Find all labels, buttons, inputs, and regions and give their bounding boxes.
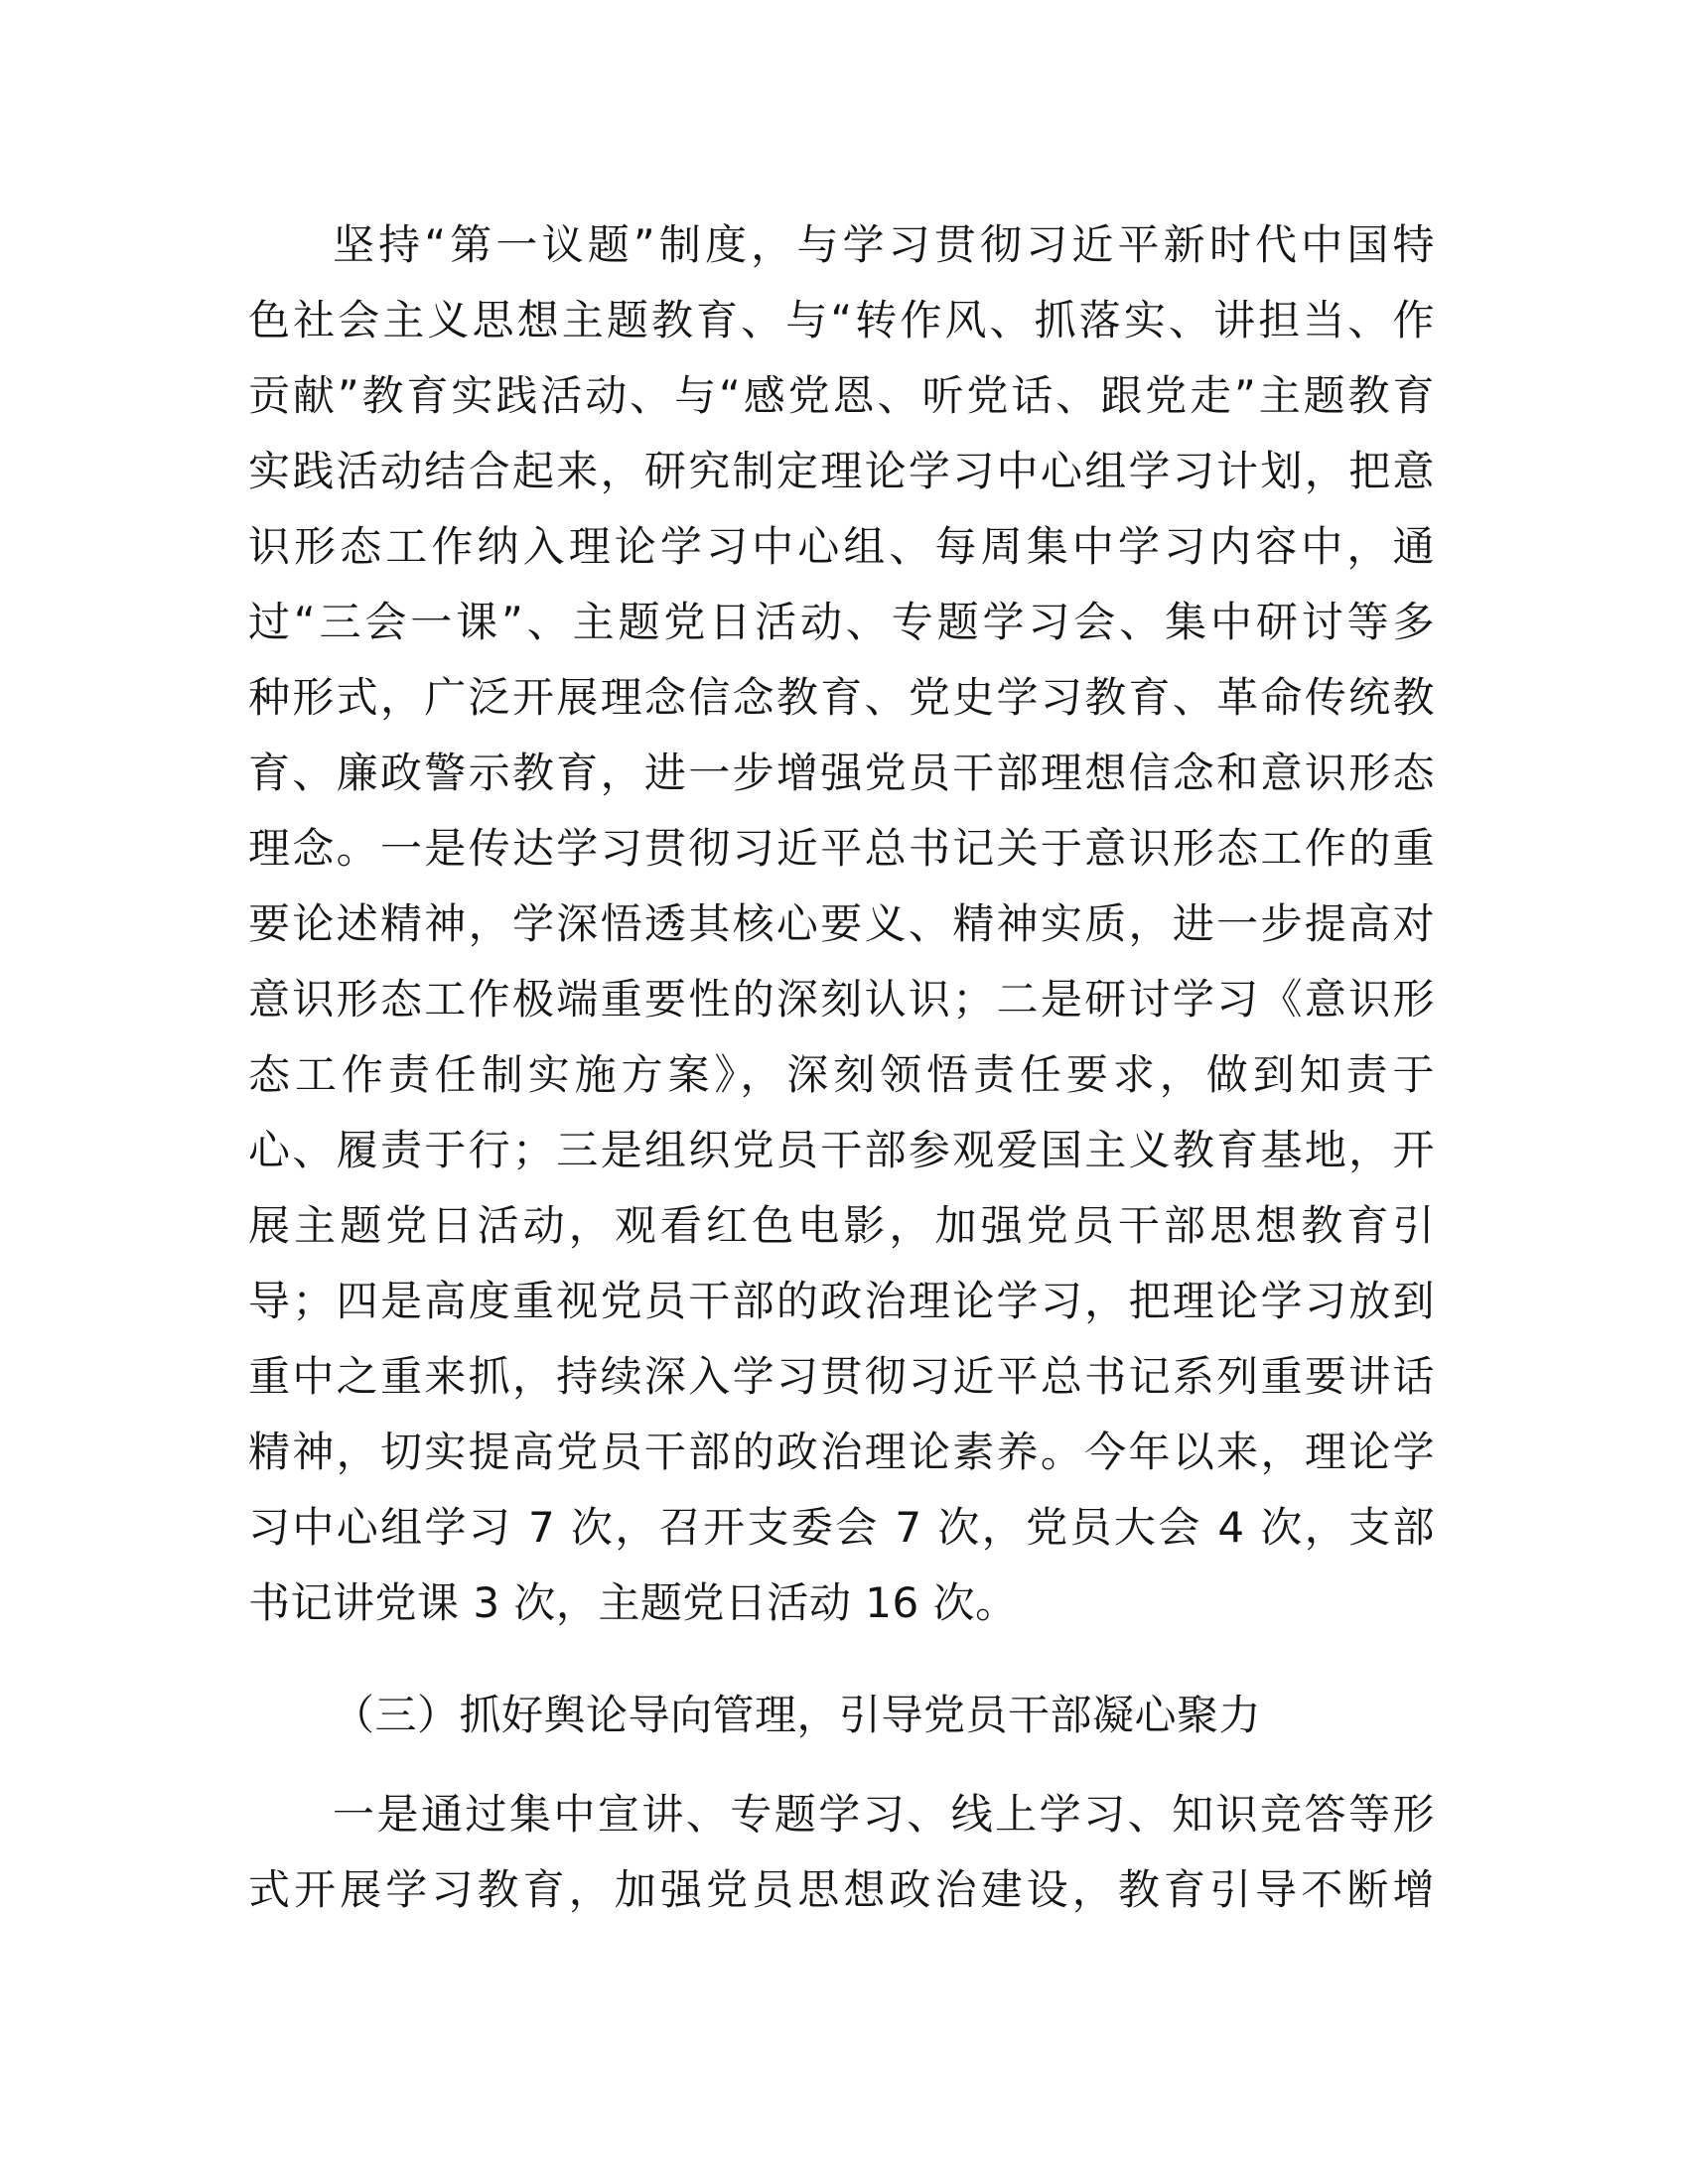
paragraph-line: 过“三会一课”、主题党日活动、专题学习会、集中研讨等多 [248,598,1435,646]
paragraph-line: 重中之重来抓，持续深入学习贯彻习近平总书记系列重要讲话 [248,1352,1435,1401]
paragraph-line: 精神，切实提高党员干部的政治理论素养。今年以来，理论学 [248,1428,1435,1476]
body-paragraph [248,1777,1435,1928]
paragraph-line: 种形式，广泛开展理念信念教育、党史学习教育、革命传统教 [248,673,1435,722]
paragraph-line: 要论述精神，学深悟透其核心要义、精神实质，进一步提高对 [248,899,1435,948]
paragraph-line: 习中心组学习 7 次，召开支委会 7 次，党员大会 4 次，支部 [248,1503,1435,1552]
paragraph-line: 色社会主义思想主题教育、与“转作风、抓落实、讲担当、作 [248,296,1435,344]
paragraph-line: 实践活动结合起来，研究制定理论学习中心组学习计划，把意 [248,447,1435,495]
paragraph-line: 导；四是高度重视党员干部的政治理论学习，把理论学习放到 [248,1277,1435,1325]
section-heading [248,1678,1435,1753]
paragraph-line: 一是通过集中宣讲、专题学习、线上学习、知识竞答等形 [333,1790,1435,1839]
paragraph-line: 理念。一是传达学习贯彻习近平总书记关于意识形态工作的重 [248,824,1435,873]
paragraph-line: 育、廉政警示教育，进一步增强党员干部理想信念和意识形态 [248,749,1435,797]
paragraph-line: 心、履责于行；三是组织党员干部参观爱国主义教育基地，开 [248,1126,1435,1174]
paragraph-line: 式开展学习教育，加强党员思想政治建设，教育引导不断增 [248,1865,1435,1914]
section-heading-text: （三）抓好舆论导向管理，引导党员干部凝心聚力 [333,1691,1262,1739]
paragraph-line: 态工作责任制实施方案》，深刻领悟责任要求，做到知责于 [248,1050,1435,1099]
paragraph-line: 展主题党日活动，观看红色电影，加强党员干部思想教育引 [248,1201,1435,1250]
body-paragraph [248,207,1435,1641]
paragraph-line: 坚持“第一议题”制度，与学习贯彻习近平新时代中国特 [333,220,1435,269]
paragraph-line: 贡献”教育实践活动、与“感党恩、听党话、跟党走”主题教育 [248,371,1435,420]
paragraph-line: 书记讲党课 3 次，主题党日活动 16 次。 [248,1578,1018,1627]
paragraph-line: 识形态工作纳入理论学习中心组、每周集中学习内容中，通 [248,522,1435,571]
paragraph-line: 意识形态工作极端重要性的深刻认识；二是研讨学习《意识形 [248,975,1435,1024]
